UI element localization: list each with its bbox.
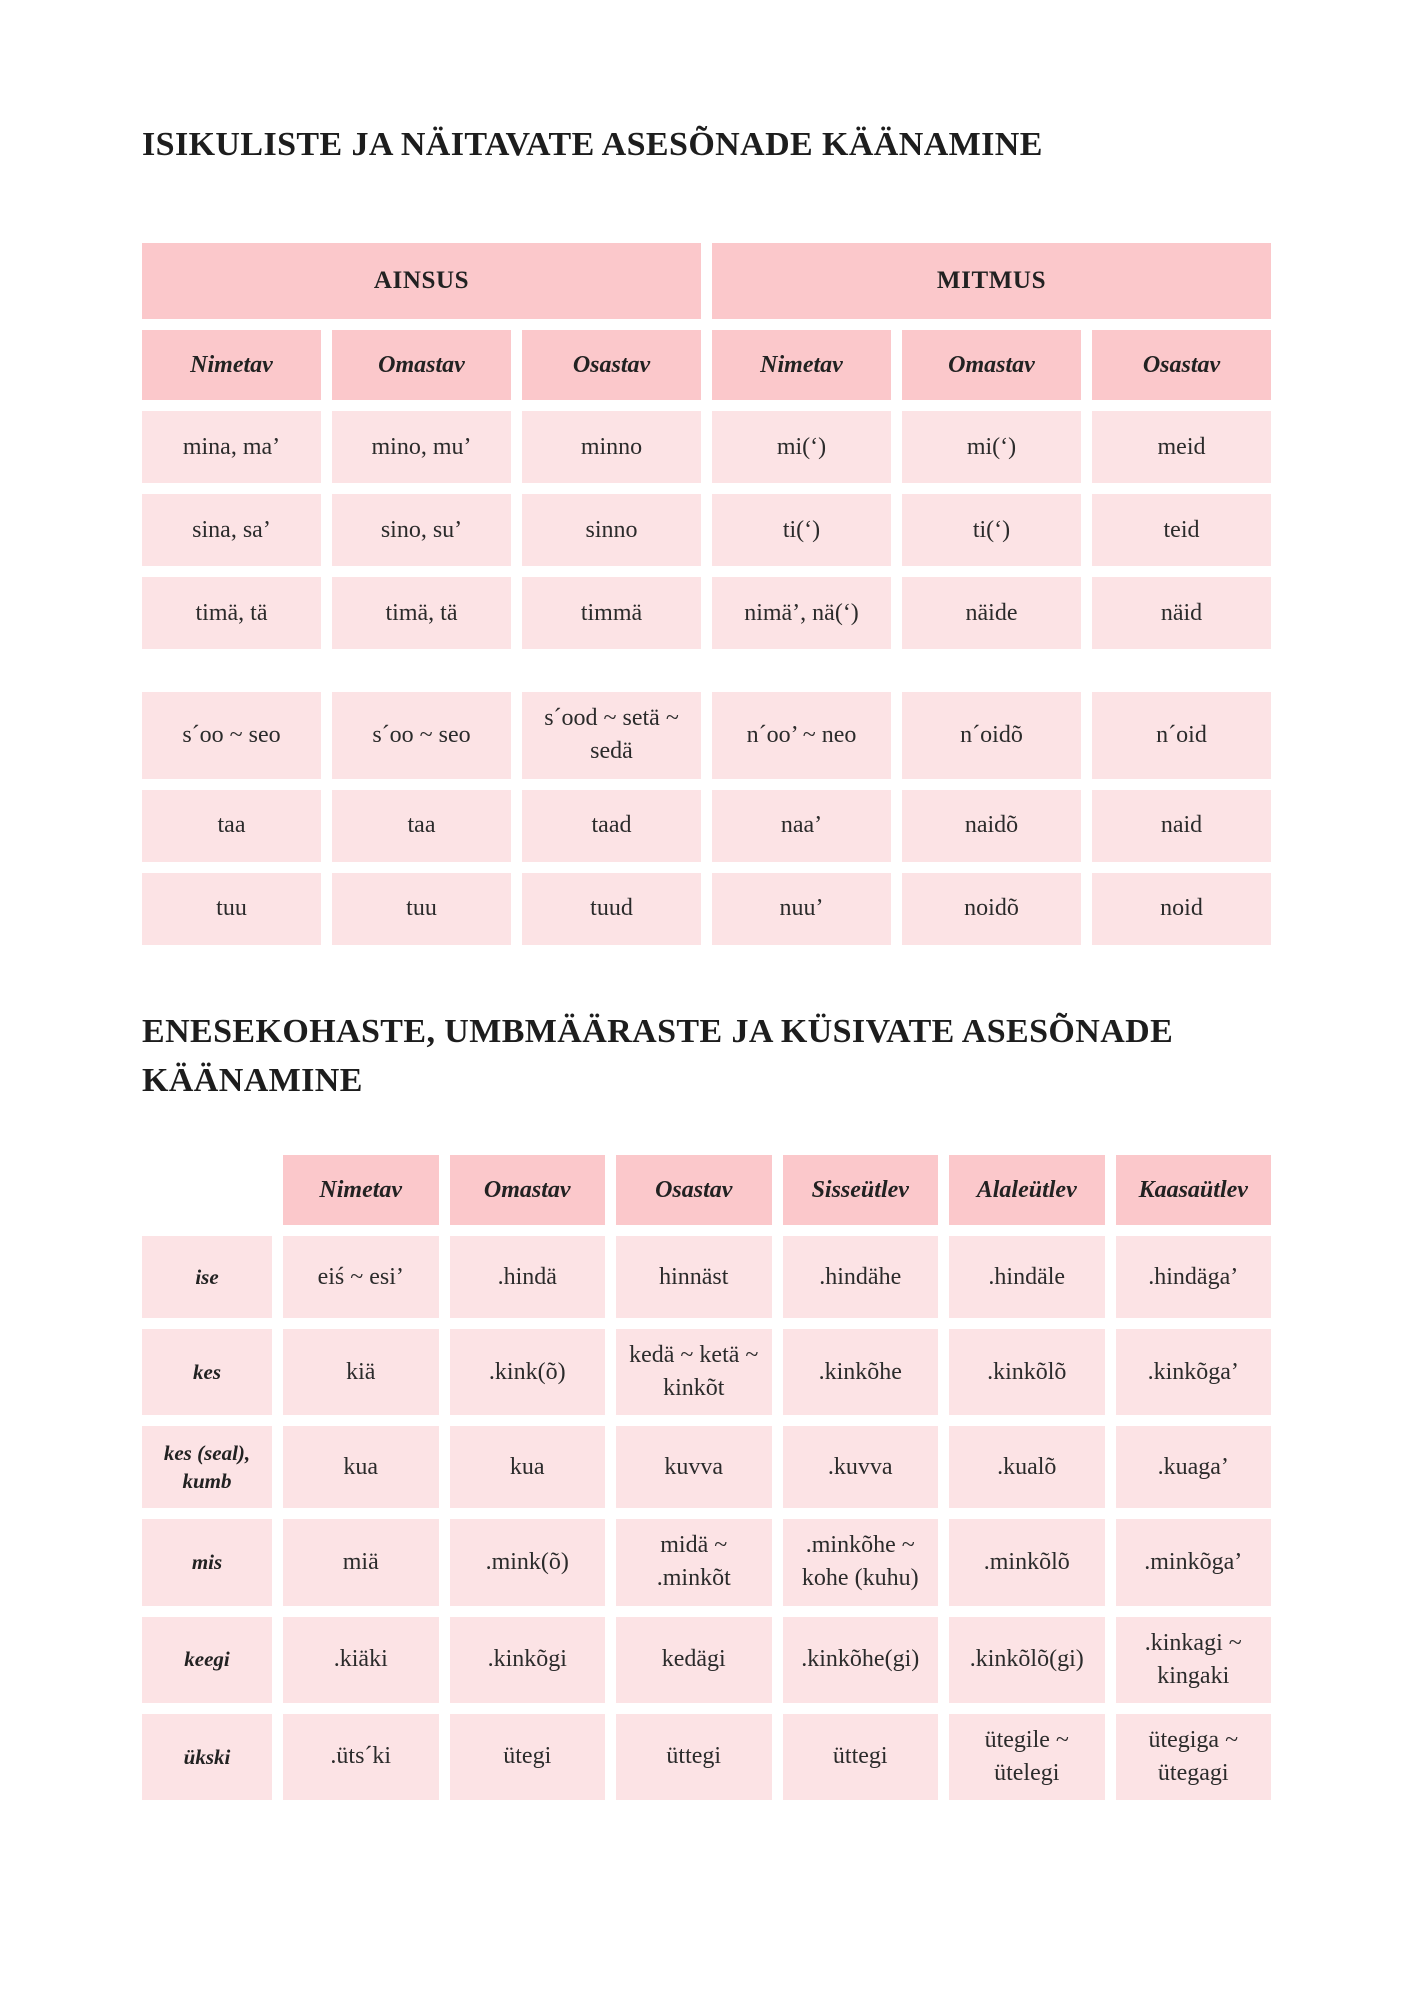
pronoun-cell: taa xyxy=(332,790,511,862)
pronoun-cell: sina, sa’ xyxy=(142,494,321,566)
pronoun-cell: näide xyxy=(902,577,1081,649)
page xyxy=(142,0,1271,1800)
pronoun-cell: .kink(õ) xyxy=(450,1329,606,1415)
case-header-cell: Alaleütlev xyxy=(949,1155,1105,1225)
pronoun-cell: mino, mu’ xyxy=(332,411,511,483)
pronoun-cell: taa xyxy=(142,790,321,862)
pronoun-cell: .hindähe xyxy=(783,1236,939,1318)
pronoun-cell: naid xyxy=(1092,790,1271,862)
table-row xyxy=(142,1329,1271,1415)
table-row xyxy=(142,692,1271,778)
pronoun-cell: eiś ~ esi’ xyxy=(283,1236,439,1318)
case-header-cell: Nimetav xyxy=(142,330,321,400)
case-header-cell: Osastav xyxy=(616,1155,772,1225)
pronoun-cell: ti(‘) xyxy=(712,494,891,566)
pronoun-cell: üttegi xyxy=(616,1714,772,1800)
pronoun-cell: kedä ~ ketä ~ kinkõt xyxy=(616,1329,772,1415)
pronoun-cell: .kuaga’ xyxy=(1116,1426,1272,1508)
pronoun-cell: .kiäki xyxy=(283,1617,439,1703)
pronoun-cell: .kualõ xyxy=(949,1426,1105,1508)
pronoun-cell: n´oid xyxy=(1092,692,1271,778)
pronoun-cell: kua xyxy=(450,1426,606,1508)
pronoun-cell: ti(‘) xyxy=(902,494,1081,566)
pronoun-cell: noid xyxy=(1092,873,1271,945)
row-label-cell: ükski xyxy=(142,1714,272,1800)
pronoun-cell: tuud xyxy=(522,873,701,945)
pronoun-cell: kedägi xyxy=(616,1617,772,1703)
section1-title: ISIKULISTE JA NÄITAVATE ASESÕNADE KÄÄNAMINE xyxy=(142,126,1043,163)
row-label-cell: keegi xyxy=(142,1617,272,1703)
pronoun-cell: mi(‘) xyxy=(902,411,1081,483)
section2-title: ENESEKOHASTE, UMBMÄÄRASTE JA KÜSIVATE ASESÕNADE KÄÄNAMINE xyxy=(142,1012,1174,1099)
pronoun-cell: üttegi xyxy=(783,1714,939,1800)
reflexive-indefinite-interrogative-pronouns-table xyxy=(142,1155,1271,1800)
pronoun-cell: nimä’, nä(‘) xyxy=(712,577,891,649)
group-header-ainsus: AINSUS xyxy=(142,243,701,319)
case-header-cell: Nimetav xyxy=(283,1155,439,1225)
table-row xyxy=(142,1519,1271,1605)
pronoun-cell: ütegiga ~ ütegagi xyxy=(1116,1714,1272,1800)
pronoun-cell: noidõ xyxy=(902,873,1081,945)
pronoun-cell: .hindäle xyxy=(949,1236,1105,1318)
pronoun-cell: .kuvva xyxy=(783,1426,939,1508)
table-row xyxy=(142,1714,1271,1800)
pronoun-cell: naa’ xyxy=(712,790,891,862)
group-header-mitmus: MITMUS xyxy=(712,243,1271,319)
pronoun-cell: .minkõhe ~ kohe (kuhu) xyxy=(783,1519,939,1605)
case-header-cell: Omastav xyxy=(332,330,511,400)
case-header-cell: Nimetav xyxy=(712,330,891,400)
row-label-cell: ise xyxy=(142,1236,272,1318)
pronoun-cell: kiä xyxy=(283,1329,439,1415)
pronoun-cell: mi(‘) xyxy=(712,411,891,483)
row-label-cell: kes (seal), kumb xyxy=(142,1426,272,1508)
table-row xyxy=(142,790,1271,862)
pronoun-cell: n´oidõ xyxy=(902,692,1081,778)
pronoun-cell: n´oo’ ~ neo xyxy=(712,692,891,778)
pronoun-cell: sinno xyxy=(522,494,701,566)
case-header-cell: Osastav xyxy=(1092,330,1271,400)
pronoun-cell: naidõ xyxy=(902,790,1081,862)
pronoun-cell: s´ood ~ setä ~ sedä xyxy=(522,692,701,778)
pronoun-cell: ütegile ~ ütelegi xyxy=(949,1714,1105,1800)
pronoun-cell: .üts´ki xyxy=(283,1714,439,1800)
pronoun-cell: .minkõga’ xyxy=(1116,1519,1272,1605)
pronoun-cell: timä, tä xyxy=(142,577,321,649)
table-row xyxy=(142,873,1271,945)
pronoun-cell: ütegi xyxy=(450,1714,606,1800)
pronoun-cell: .minkõlõ xyxy=(949,1519,1105,1605)
pronoun-cell: .kinkõgi xyxy=(450,1617,606,1703)
pronoun-cell: .kinkõlõ(gi) xyxy=(949,1617,1105,1703)
personal-demonstrative-pronouns-table xyxy=(142,243,1271,944)
case-header-cell: Omastav xyxy=(902,330,1081,400)
pronoun-cell: timä, tä xyxy=(332,577,511,649)
pronoun-cell: .kinkõlõ xyxy=(949,1329,1105,1415)
pronoun-cell: s´oo ~ seo xyxy=(142,692,321,778)
row-label-cell: kes xyxy=(142,1329,272,1415)
table-row xyxy=(142,1236,1271,1318)
pronoun-cell: teid xyxy=(1092,494,1271,566)
case-header-cell: Kaasaütlev xyxy=(1116,1155,1272,1225)
pronoun-cell: tuu xyxy=(142,873,321,945)
pronoun-cell: meid xyxy=(1092,411,1271,483)
pronoun-cell: mina, ma’ xyxy=(142,411,321,483)
pronoun-cell: .hindäga’ xyxy=(1116,1236,1272,1318)
pronoun-cell: .kinkõhe(gi) xyxy=(783,1617,939,1703)
pronoun-cell: timmä xyxy=(522,577,701,649)
table-row xyxy=(142,494,1271,566)
case-header-row xyxy=(142,1155,1271,1225)
number-header-row xyxy=(142,243,1271,319)
pronoun-cell: midä ~ .minkõt xyxy=(616,1519,772,1605)
pronoun-cell: minno xyxy=(522,411,701,483)
pronoun-cell: .kinkagi ~ kingaki xyxy=(1116,1617,1272,1703)
pronoun-cell: .hindä xyxy=(450,1236,606,1318)
pronoun-cell: .mink(õ) xyxy=(450,1519,606,1605)
table-row xyxy=(142,1617,1271,1703)
table-row xyxy=(142,1426,1271,1508)
pronoun-cell: hinnäst xyxy=(616,1236,772,1318)
pronoun-cell: s´oo ~ seo xyxy=(332,692,511,778)
pronoun-cell: nuu’ xyxy=(712,873,891,945)
row-label-cell: mis xyxy=(142,1519,272,1605)
pronoun-cell: kuvva xyxy=(616,1426,772,1508)
table-row xyxy=(142,577,1271,649)
case-header-cell: Omastav xyxy=(450,1155,606,1225)
pronoun-cell: kua xyxy=(283,1426,439,1508)
pronoun-cell: tuu xyxy=(332,873,511,945)
header-spacer xyxy=(142,1155,272,1225)
pronoun-cell: miä xyxy=(283,1519,439,1605)
case-header-cell: Sisseütlev xyxy=(783,1155,939,1225)
case-header-row xyxy=(142,330,1271,400)
pronoun-cell: sino, su’ xyxy=(332,494,511,566)
group-separator xyxy=(142,660,1271,692)
pronoun-cell: taad xyxy=(522,790,701,862)
case-header-cell: Osastav xyxy=(522,330,701,400)
pronoun-cell: .kinkõhe xyxy=(783,1329,939,1415)
table-row xyxy=(142,411,1271,483)
pronoun-cell: näid xyxy=(1092,577,1271,649)
pronoun-cell: .kinkõga’ xyxy=(1116,1329,1272,1415)
